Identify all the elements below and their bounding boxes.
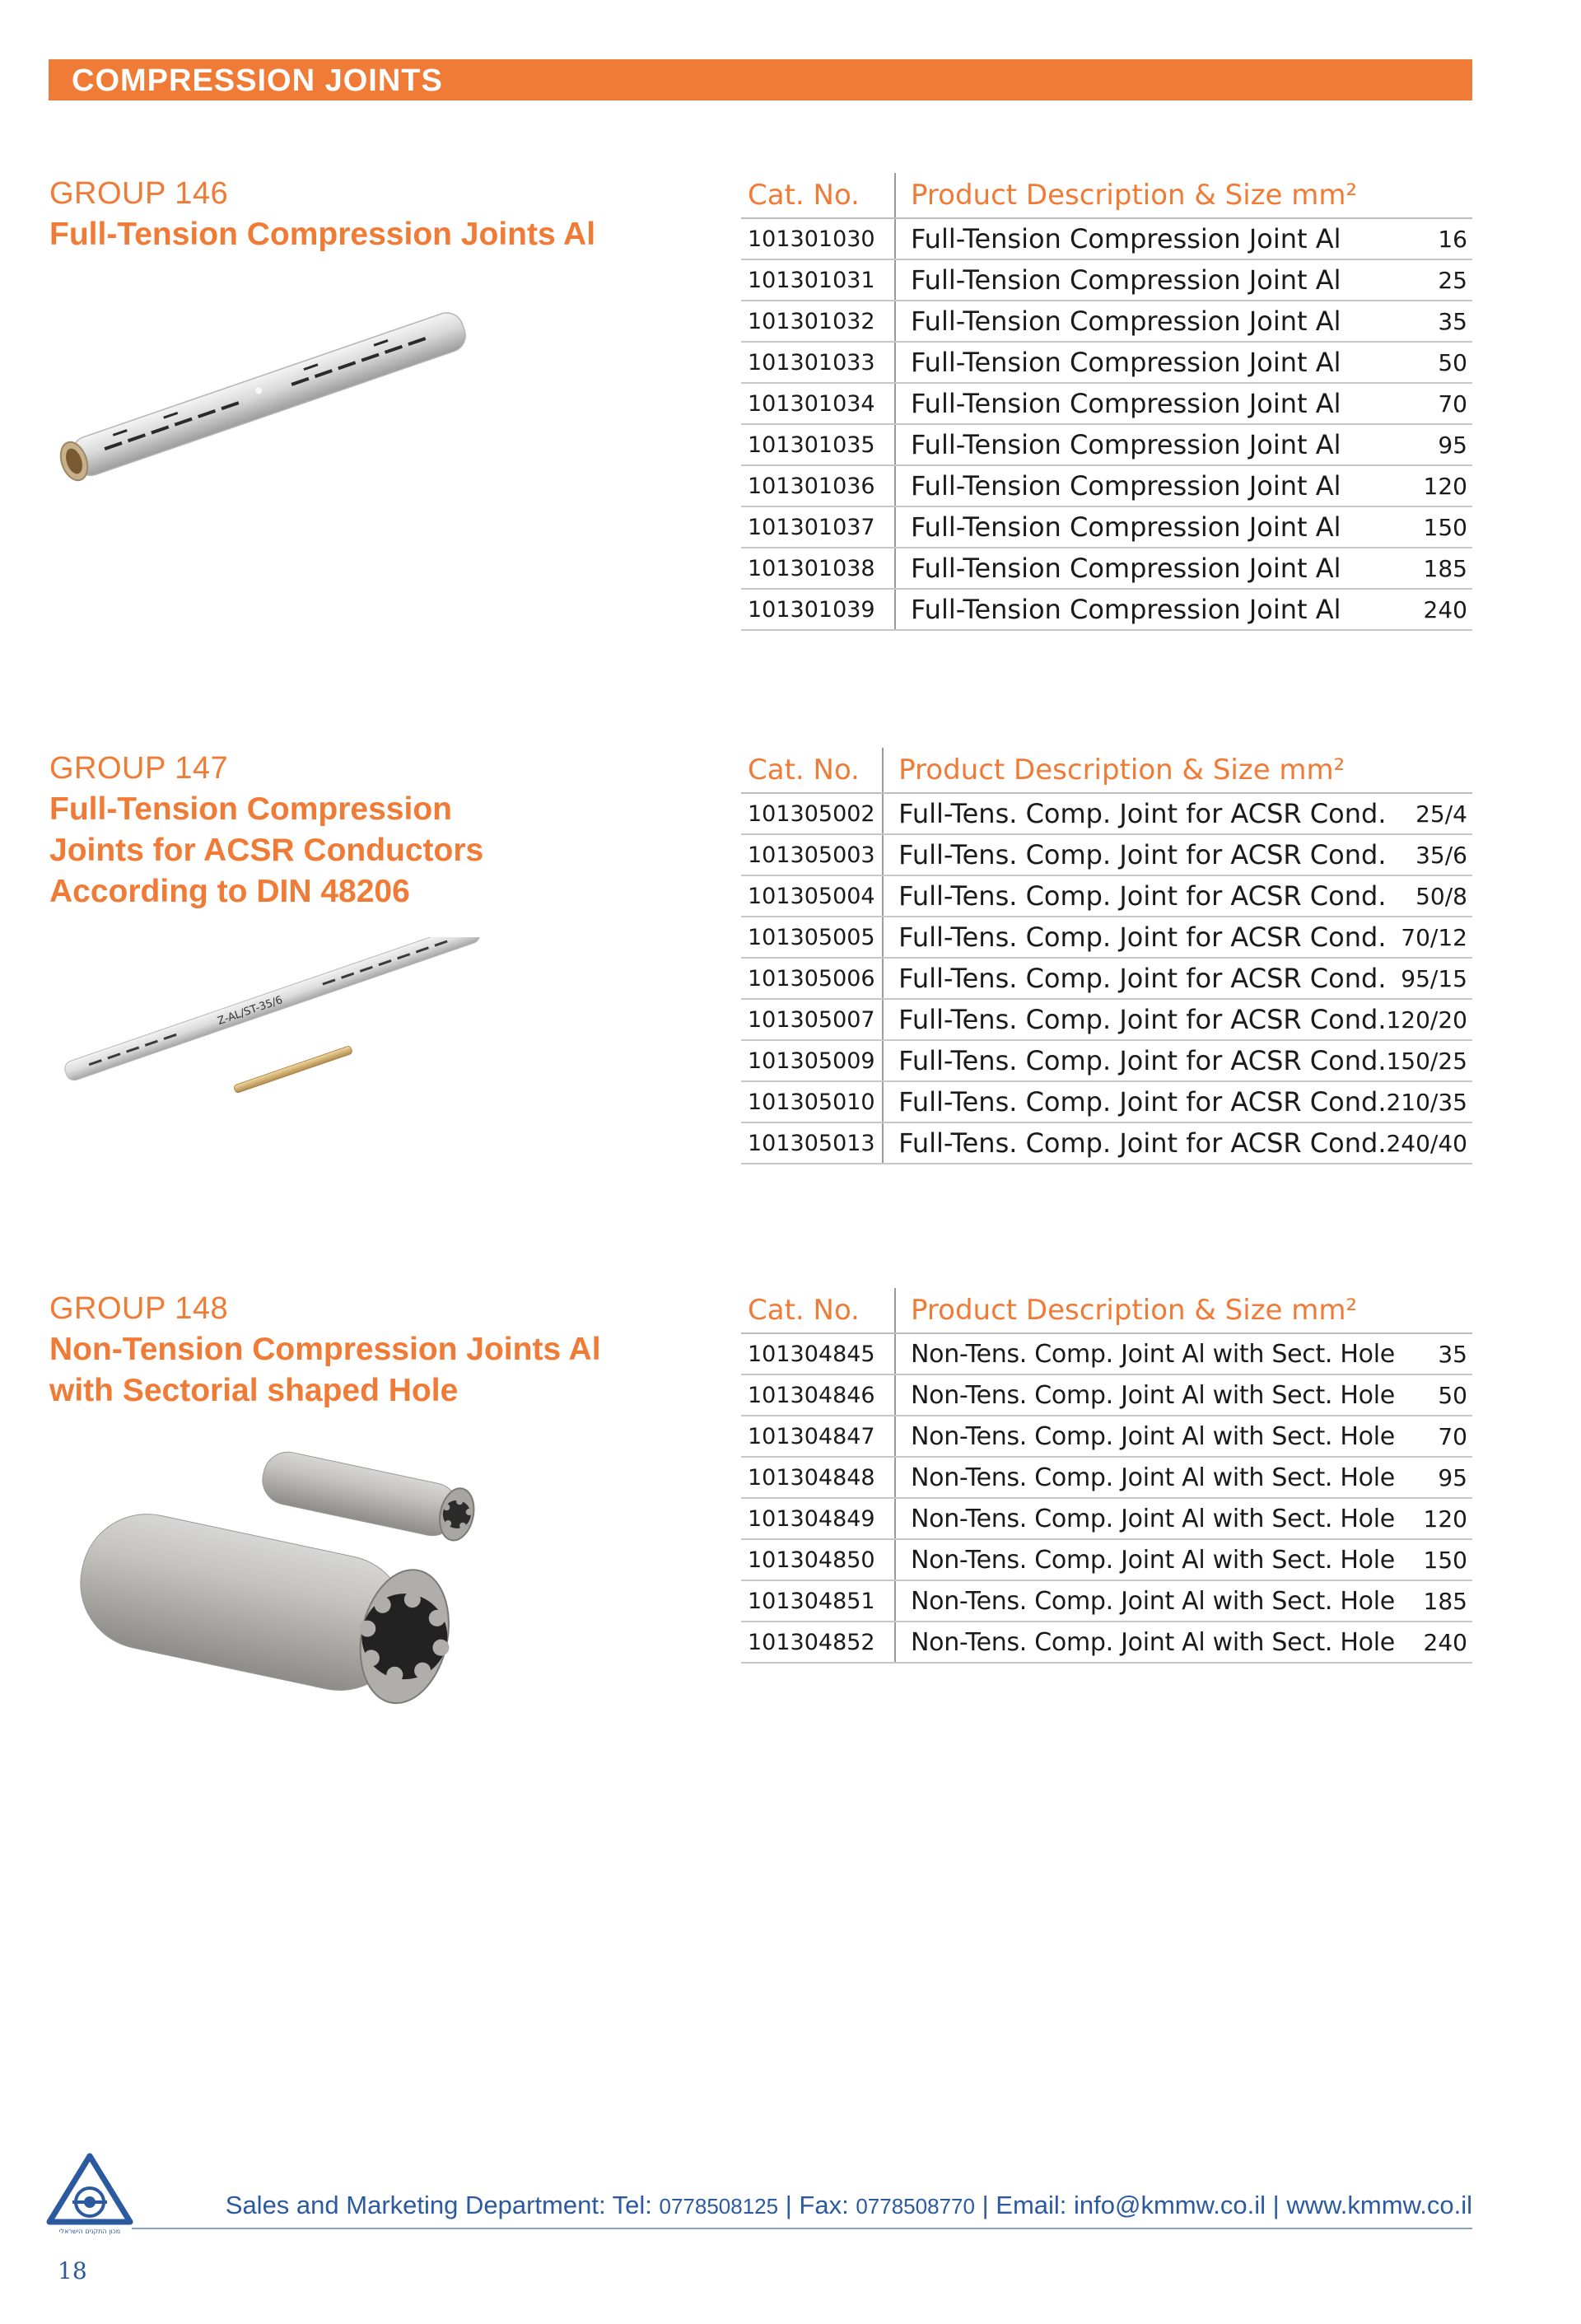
table-row	[741, 1539, 1472, 1580]
header-description: Product Description & Size mm²	[895, 1288, 1472, 1333]
size-cell: 95	[1420, 1457, 1472, 1498]
description-cell: Full-Tens. Comp. Joint for ACSR Cond.	[883, 875, 1386, 917]
table-row	[741, 1122, 1472, 1164]
group-heading	[49, 748, 692, 912]
description-cell: Full-Tension Compression Joint Al	[895, 465, 1415, 506]
table-row	[741, 301, 1472, 342]
cat-no-cell: 101304851	[741, 1580, 895, 1622]
footer-website-link[interactable]: www.kmmw.co.il	[1286, 2191, 1472, 2219]
cat-no-cell: 101305006	[741, 958, 883, 999]
footer-divider	[132, 2228, 1472, 2229]
cat-no-cell: 101304847	[741, 1416, 895, 1457]
cat-no-cell: 101305005	[741, 917, 883, 958]
footer-email-label: Email:	[996, 2191, 1067, 2219]
table-row	[741, 506, 1472, 548]
table-row	[741, 465, 1472, 506]
description-cell: Full-Tension Compression Joint Al	[895, 548, 1415, 589]
table-row	[741, 917, 1472, 958]
cat-no-cell: 101304845	[741, 1333, 895, 1374]
footer-separator: |	[1272, 2191, 1280, 2219]
table-header-row	[741, 1288, 1472, 1333]
size-cell: 240	[1415, 589, 1472, 630]
table-row	[741, 875, 1472, 917]
size-cell: 35	[1415, 301, 1472, 342]
footer-separator: |	[982, 2191, 989, 2219]
section-banner	[49, 59, 1472, 100]
header-cat-no: Cat. No.	[741, 173, 895, 218]
table-row	[741, 548, 1472, 589]
table-row	[741, 1333, 1472, 1374]
cat-no-cell: 101301032	[741, 301, 895, 342]
logo-caption: מכון התקנים הישראלי	[58, 2228, 121, 2235]
size-cell: 120/20	[1386, 999, 1472, 1040]
description-cell: Full-Tension Compression Joint Al	[895, 589, 1415, 630]
cat-no-cell: 101301031	[741, 259, 895, 301]
catalog-table-146	[741, 173, 1472, 631]
cat-no-cell: 101305002	[741, 793, 883, 834]
cat-no-cell: 101304846	[741, 1374, 895, 1416]
table-row	[741, 999, 1472, 1040]
description-cell: Full-Tension Compression Joint Al	[895, 506, 1415, 548]
description-cell: Full-Tension Compression Joint Al	[895, 383, 1415, 424]
size-cell: 95	[1415, 424, 1472, 465]
size-cell: 70	[1420, 1416, 1472, 1457]
footer-contact	[132, 2191, 1472, 2220]
table-row	[741, 342, 1472, 383]
cat-no-cell: 101304848	[741, 1457, 895, 1498]
description-cell: Non-Tens. Comp. Joint Al with Sect. Hole	[895, 1539, 1420, 1580]
group-number: GROUP 148	[49, 1291, 229, 1326]
catalog-table-147	[741, 748, 1472, 1164]
joint-marking-label: Z-AL/ST-35/6	[216, 993, 285, 1029]
table-row	[741, 793, 1472, 834]
cat-no-cell: 101301037	[741, 506, 895, 548]
size-cell: 150/25	[1386, 1040, 1472, 1081]
table-row	[741, 1498, 1472, 1539]
page-number: 18	[58, 2257, 87, 2284]
footer-department: Sales and Marketing Department:	[225, 2191, 606, 2219]
description-cell: Non-Tens. Comp. Joint Al with Sect. Hole	[895, 1374, 1420, 1416]
table-header-row	[741, 173, 1472, 218]
table-row	[741, 259, 1472, 301]
description-cell: Full-Tens. Comp. Joint for ACSR Cond.	[883, 1122, 1386, 1164]
size-cell: 185	[1420, 1580, 1472, 1622]
table-row	[741, 1457, 1472, 1498]
table-row	[741, 589, 1472, 630]
size-cell: 25/4	[1386, 793, 1472, 834]
size-cell: 240/40	[1386, 1122, 1472, 1164]
footer-fax-label: Fax:	[799, 2191, 849, 2219]
description-cell: Full-Tens. Comp. Joint for ACSR Cond.	[883, 999, 1386, 1040]
description-cell: Non-Tens. Comp. Joint Al with Sect. Hole	[895, 1622, 1420, 1663]
description-cell: Full-Tens. Comp. Joint for ACSR Cond.	[883, 1081, 1386, 1122]
cat-no-cell: 101301036	[741, 465, 895, 506]
table-row	[741, 958, 1472, 999]
description-cell: Full-Tension Compression Joint Al	[895, 342, 1415, 383]
cat-no-cell: 101305007	[741, 999, 883, 1040]
standards-institute-logo-icon	[44, 2151, 135, 2237]
cat-no-cell: 101301034	[741, 383, 895, 424]
group-number: GROUP 146	[49, 176, 229, 211]
size-cell: 210/35	[1386, 1081, 1472, 1122]
description-cell: Full-Tension Compression Joint Al	[895, 218, 1415, 259]
footer-email-link[interactable]: info@kmmw.co.il	[1074, 2191, 1266, 2219]
description-cell: Non-Tens. Comp. Joint Al with Sect. Hole	[895, 1416, 1420, 1457]
cat-no-cell: 101301035	[741, 424, 895, 465]
size-cell: 16	[1415, 218, 1472, 259]
description-cell: Full-Tension Compression Joint Al	[895, 424, 1415, 465]
description-cell: Non-Tens. Comp. Joint Al with Sect. Hole	[895, 1580, 1420, 1622]
catalog-table-148	[741, 1288, 1472, 1664]
table-row	[741, 1416, 1472, 1457]
size-cell: 50	[1420, 1374, 1472, 1416]
description-cell: Full-Tens. Comp. Joint for ACSR Cond.	[883, 793, 1386, 834]
group-heading	[49, 173, 692, 255]
size-cell: 150	[1420, 1539, 1472, 1580]
header-description: Product Description & Size mm²	[883, 748, 1472, 793]
footer-separator: |	[785, 2191, 792, 2219]
group-heading	[49, 1288, 692, 1412]
group-title: Non-Tension Compression Joints Al with Sectorial shaped Hole	[49, 1332, 601, 1408]
cat-no-cell: 101305009	[741, 1040, 883, 1081]
size-cell: 240	[1420, 1622, 1472, 1663]
table-row	[741, 218, 1472, 259]
table-row	[741, 383, 1472, 424]
full-tension-joint-image	[49, 272, 511, 519]
cat-no-cell: 101304849	[741, 1498, 895, 1539]
cat-no-cell: 101305003	[741, 834, 883, 875]
size-cell: 120	[1420, 1498, 1472, 1539]
size-cell: 35	[1420, 1333, 1472, 1374]
size-cell: 50/8	[1386, 875, 1472, 917]
section-title: COMPRESSION JOINTS	[72, 63, 443, 98]
sectorial-hole-joint-image	[58, 1412, 519, 1708]
cat-no-cell: 101301030	[741, 218, 895, 259]
header-cat-no: Cat. No.	[741, 748, 883, 793]
description-cell: Non-Tens. Comp. Joint Al with Sect. Hole	[895, 1498, 1420, 1539]
footer-tel-label: Tel:	[612, 2191, 652, 2219]
header-cat-no: Cat. No.	[741, 1288, 895, 1333]
cat-no-cell: 101304850	[741, 1539, 895, 1580]
cat-no-cell: 101301033	[741, 342, 895, 383]
size-cell: 70	[1415, 383, 1472, 424]
description-cell: Full-Tens. Comp. Joint for ACSR Cond.	[883, 917, 1386, 958]
group-title: Full-Tension Compression Joints for ACSR Conductors According to DIN 48206	[49, 791, 484, 909]
table-row	[741, 424, 1472, 465]
size-cell: 50	[1415, 342, 1472, 383]
cat-no-cell: 101305010	[741, 1081, 883, 1122]
table-row	[741, 834, 1472, 875]
description-cell: Non-Tens. Comp. Joint Al with Sect. Hole	[895, 1333, 1420, 1374]
size-cell: 120	[1415, 465, 1472, 506]
header-description: Product Description & Size mm²	[895, 173, 1472, 218]
size-cell: 35/6	[1386, 834, 1472, 875]
description-cell: Full-Tens. Comp. Joint for ACSR Cond.	[883, 958, 1386, 999]
size-cell: 70/12	[1386, 917, 1472, 958]
table-row	[741, 1374, 1472, 1416]
footer-fax: 0778508770	[856, 2194, 975, 2219]
footer-tel[interactable]: 0778508125	[659, 2194, 779, 2219]
cat-no-cell: 101304852	[741, 1622, 895, 1663]
cat-no-cell: 101301039	[741, 589, 895, 630]
size-cell: 185	[1415, 548, 1472, 589]
size-cell: 25	[1415, 259, 1472, 301]
cat-no-cell: 101305004	[741, 875, 883, 917]
size-cell: 95/15	[1386, 958, 1472, 999]
table-header-row	[741, 748, 1472, 793]
group-number: GROUP 147	[49, 751, 229, 786]
description-cell: Full-Tens. Comp. Joint for ACSR Cond.	[883, 834, 1386, 875]
table-row	[741, 1580, 1472, 1622]
description-cell: Full-Tens. Comp. Joint for ACSR Cond.	[883, 1040, 1386, 1081]
description-cell: Full-Tension Compression Joint Al	[895, 259, 1415, 301]
table-row	[741, 1040, 1472, 1081]
description-cell: Non-Tens. Comp. Joint Al with Sect. Hole	[895, 1457, 1420, 1498]
table-row	[741, 1081, 1472, 1122]
cat-no-cell: 101301038	[741, 548, 895, 589]
table-row	[741, 1622, 1472, 1663]
cat-no-cell: 101305013	[741, 1122, 883, 1164]
acsr-joint-image	[49, 937, 511, 1102]
group-title: Full-Tension Compression Joints Al	[49, 217, 596, 252]
size-cell: 150	[1415, 506, 1472, 548]
description-cell: Full-Tension Compression Joint Al	[895, 301, 1415, 342]
